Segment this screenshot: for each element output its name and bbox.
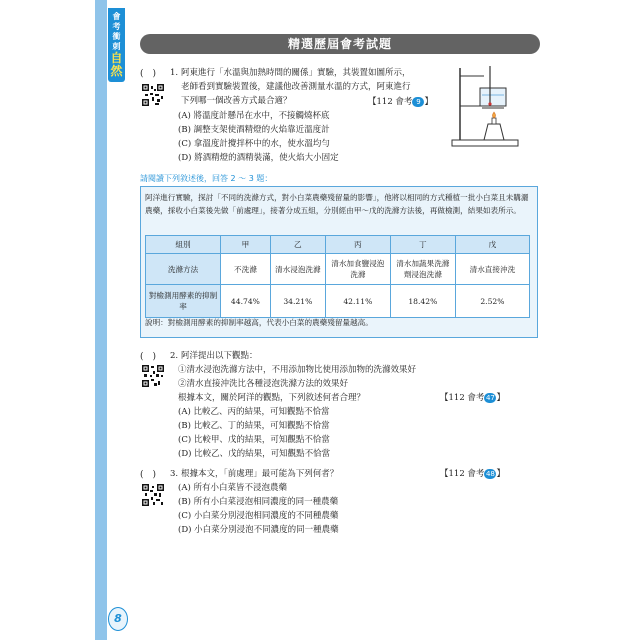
table-row-head: 洗滌方法 (146, 254, 221, 285)
q3-stem: 根據本文，「前處理」最可能為下列何者？ (181, 469, 339, 479)
side-strip (95, 0, 107, 640)
q3-answer-paren: ( ) (140, 470, 157, 480)
q2-options (178, 405, 330, 461)
q1-tag-text: 【112 會考 (368, 97, 413, 107)
q2-tag-text: 【112 會考 (440, 393, 485, 403)
table-cell: 18.42% (390, 285, 455, 318)
side-label-top: 會考衝刺 (112, 12, 121, 51)
q2-line: 阿洋提出以下觀點： (181, 351, 258, 361)
q2-line: ①清水浸泡洗滌方法中，不用添加物比使用添加物的洗滌效果好 (178, 365, 417, 375)
q3-number: 3. (170, 469, 179, 479)
table-note: 說明：對檢測用酵素的抑制率越高，代表小白菜的農藥殘留量越高。 (145, 318, 373, 327)
section-header: 精選歷屆會考試題 (140, 34, 540, 54)
q2-source-tag (440, 391, 505, 403)
table-cell: 不洗滌 (221, 254, 271, 285)
q2-line: ②清水直接沖洗比各種浸泡洗滌方法的效果好 (178, 379, 349, 389)
q2-option-b[interactable]: (B) 比較乙、丁的結果，可知觀點不恰當 (178, 421, 330, 431)
q3-option-b[interactable]: (B) 所有小白菜浸泡相同濃度的同一種農藥 (178, 497, 339, 507)
q2-option-c[interactable]: (C) 比較甲、戊的結果，可知觀點不恰當 (178, 435, 330, 445)
q3-tag-text: 【112 會考 (440, 469, 485, 479)
q2-option-d[interactable]: (D) 比較乙、戊的結果，可知觀點不恰當 (178, 449, 331, 459)
q3-options (178, 481, 339, 537)
side-label-subject: 自然 (110, 51, 123, 78)
table-header-row (146, 236, 530, 254)
table-cell: 清水直接沖洗 (455, 254, 529, 285)
table-row-head: 對檢測用酵素的抑制率 (146, 285, 221, 318)
q2-tag-number: 47 (485, 393, 495, 402)
side-chapter-label (108, 8, 125, 82)
q3-option-a[interactable]: (A) 所有小白菜皆不浸泡農藥 (178, 483, 287, 493)
table-cell: 清水浸泡洗滌 (270, 254, 325, 285)
q2-qr-code[interactable] (142, 365, 164, 387)
table-cell: 2.52% (455, 285, 529, 318)
q2-answer-paren: ( ) (140, 352, 157, 362)
q2-option-a[interactable]: (A) 比較乙、丙的結果，可知觀點不恰當 (178, 407, 330, 417)
table-cell: 42.11% (325, 285, 390, 318)
passage-text: 阿洋進行實驗，探討「不同的洗滌方式，對小白菜農藥殘留量的影響」，他將以相同的方式種植一批小白菜且未購灑農藥，採收小白菜後先做「前處理」，接著分成五組，分別經由甲～戊的洗滌方法後，再做檢測，結果如表所示。 (145, 193, 529, 215)
q1-tag-number: 9 (412, 97, 424, 107)
results-table (145, 235, 530, 318)
page-number: 8 (108, 607, 128, 631)
table-header-cell: 乙 (270, 236, 325, 254)
table-header-cell: 丁 (390, 236, 455, 254)
q1-line: 老師看到實驗裝置後，建議他改善測量水溫的方式，阿東進行 (181, 82, 411, 92)
q3-option-d[interactable]: (D) 小白菜分別浸泡不同濃度的同一種農藥 (178, 525, 339, 535)
q1-qr-code[interactable] (142, 84, 164, 106)
q1-line: 下列哪一個改善方式最合適？ (181, 96, 292, 106)
q1-option-d[interactable]: (D) 將酒精燈的酒精裝滿，使火焰大小固定 (178, 153, 339, 163)
q3-tag-number: 48 (485, 469, 495, 478)
table-header-cell: 組別 (146, 236, 221, 254)
q1-option-b[interactable]: (B) 調整支架使酒精燈的火焰靠近溫度計 (178, 125, 330, 135)
q2-stem (178, 349, 441, 405)
table-row (146, 285, 530, 318)
q1-tag-end: 】 (424, 97, 433, 107)
q1-option-c[interactable]: (C) 拿溫度計攪拌杯中的水，使水溫均勻 (178, 139, 330, 149)
table-row (146, 254, 530, 285)
q1-option-a[interactable]: (A) 將溫度計懸吊在水中，不接觸燒杯底 (178, 111, 330, 121)
q2-number: 2. (170, 351, 179, 361)
table-cell: 清水加蔬果洗滌劑浸泡洗滌 (390, 254, 455, 285)
q3-qr-code[interactable] (142, 484, 164, 506)
table-cell: 34.21% (270, 285, 325, 318)
q3-tag-end: 】 (496, 469, 505, 479)
q3-source-tag (440, 467, 505, 479)
q2-tag-end: 】 (496, 393, 505, 403)
q1-answer-paren: ( ) (140, 69, 157, 79)
table-header-cell: 甲 (221, 236, 271, 254)
q2-line: 根據本文，關於阿洋的觀點，下列敘述何者合理？ (178, 393, 366, 403)
table-header-cell: 戊 (455, 236, 529, 254)
passage-prompt: 請閱讀下列敘述後，回答 2 ～ 3 題： (140, 174, 273, 183)
q1-source-tag (368, 95, 433, 107)
q1-apparatus-figure (432, 62, 532, 156)
table-cell: 清水加食鹽浸泡洗滌 (325, 254, 390, 285)
q1-options (178, 109, 339, 165)
table-cell: 44.74% (221, 285, 271, 318)
q3-option-c[interactable]: (C) 小白菜分別浸泡相同濃度的不同種農藥 (178, 511, 339, 521)
q1-line: 阿東進行「水溫與加熱時間的關係」實驗，其裝置如圖所示， (181, 68, 411, 78)
table-header-cell: 丙 (325, 236, 390, 254)
q1-number: 1. (170, 68, 179, 78)
